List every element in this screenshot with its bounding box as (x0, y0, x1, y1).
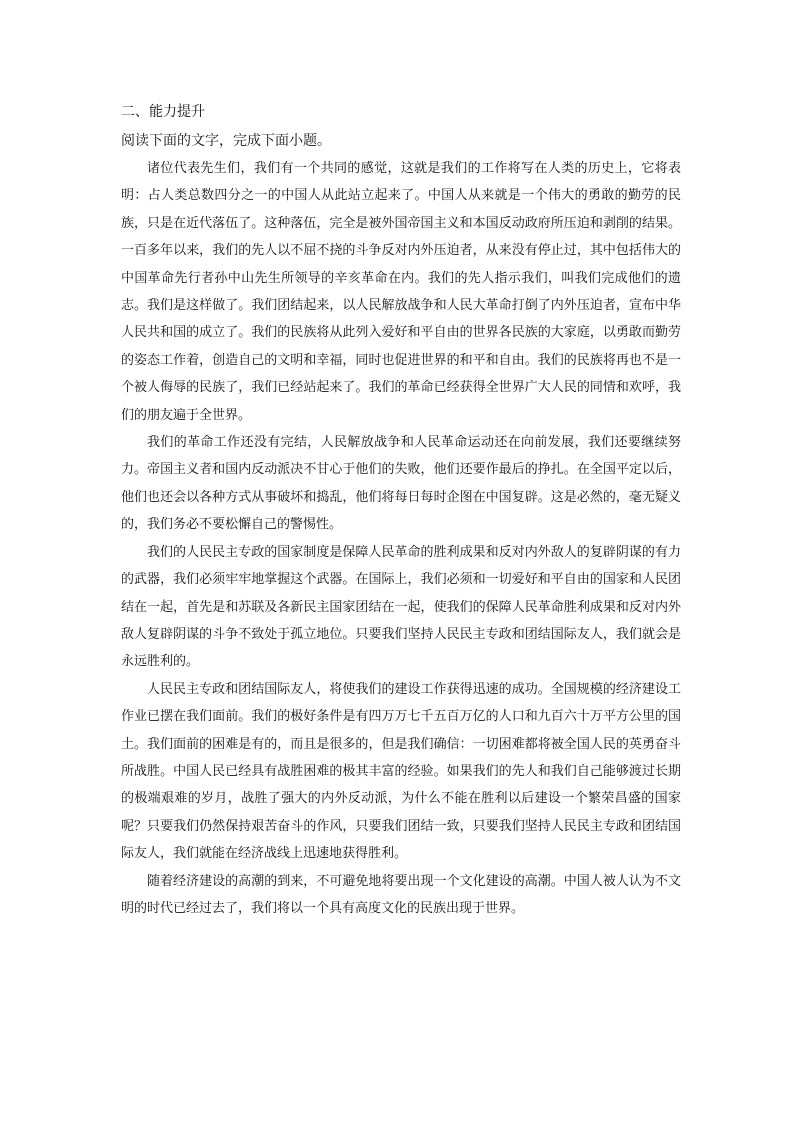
section-heading: 二、能力提升 (121, 104, 205, 120)
passage-paragraph: 随着经济建设的高潮的到来，不可避免地将要出现一个文化建设的高潮。中国人被人认为不文明的时代已经过去了，我们将以一个具有高度文化的民族出现于世界。 (121, 873, 681, 916)
passage-paragraph: 人民民主专政和团结国际友人，将使我们的建设工作获得迅速的成功。全国规模的经济建设工作业已摆在我们面前。我们的极好条件是有四万万七千五百万亿的人口和九百六十万平方公里的国土。我们面前的困难是有的，而且是很多的，但是我们确信：一切困难都将被全国人民的英勇奋斗所战胜。中国人民已经具有战胜困难的极其丰富的经验。如果我们的先人和我们自己能够渡过长期的极端艰难的岁月，战胜了强大的内外反动派，为什么不能在胜利以后建设一个繁荣昌盛的国家呢？只要我们仍然保持艰苦奋斗的作风，只要我们团结一致，只要我们坚持人民民主专政和团结国际友人，我们就能在经济战线上迅速地获得胜利。 (121, 681, 681, 862)
passage-paragraph: 我们的革命工作还没有完结，人民解放战争和人民革命运动还在向前发展，我们还要继续努力。帝国主义者和国内反动派决不甘心于他们的失败，他们还要作最后的挣扎。在全国平定以后，他们也还会以各种方式从事破坏和捣乱，他们将每日每时企图在中国复辟。这是必然的，毫无疑义的，我们务必不要松懈自己的警惕性。 (121, 435, 681, 533)
passage-paragraph: 我们的人民民主专政的国家制度是保障人民革命的胜利成果和反对内外敌人的复辟阴谋的有力的武器，我们必须牢牢地掌握这个武器。在国际上，我们必须和一切爱好和平自由的国家和人民团结在一起，首先是和苏联及各新民主国家团结在一起，使我们的保障人民革命胜利成果和反对内外敌人复辟阴谋的斗争不致处于孤立地位。只要我们坚持人民民主专政和团结国际友人，我们就会是永远胜利的。 (121, 544, 681, 670)
reading-instruction: 阅读下面的文字，完成下面小题。 (121, 133, 331, 149)
passage-paragraph: 诸位代表先生们，我们有一个共同的感觉，这就是我们的工作将写在人类的历史上，它将表明：占人类总数四分之一的中国人从此站立起来了。中国人从来就是一个伟大的勇敢的勤劳的民族，只是在近代落伍了。这种落伍，完全是被外国帝国主义和本国反动政府所压迫和剥削的结果。一百多年以来，我们的先人以不屈不挠的斗争反对内外压迫者，从来没有停止过，其中包括伟大的中国革命先行者孙中山先生所领导的辛亥革命在内。我们的先人指示我们，叫我们完成他们的遗志。我们是这样做了。我们团结起来，以人民解放战争和人民大革命打倒了内外压迫者，宣布中华人民共和国的成立了。我们的民族将从此列入爱好和平自由的世界各民族的大家庭，以勇敢而勤劳的姿态工作着，创造自己的文明和幸福，同时也促进世界的和平和自由。我们的民族将再也不是一个被人侮辱的民族了，我们已经站起来了。我们的革命已经获得全世界广大人民的同情和欢呼，我们的朋友遍于全世界。 (121, 161, 681, 423)
reading-passage (121, 155, 681, 922)
